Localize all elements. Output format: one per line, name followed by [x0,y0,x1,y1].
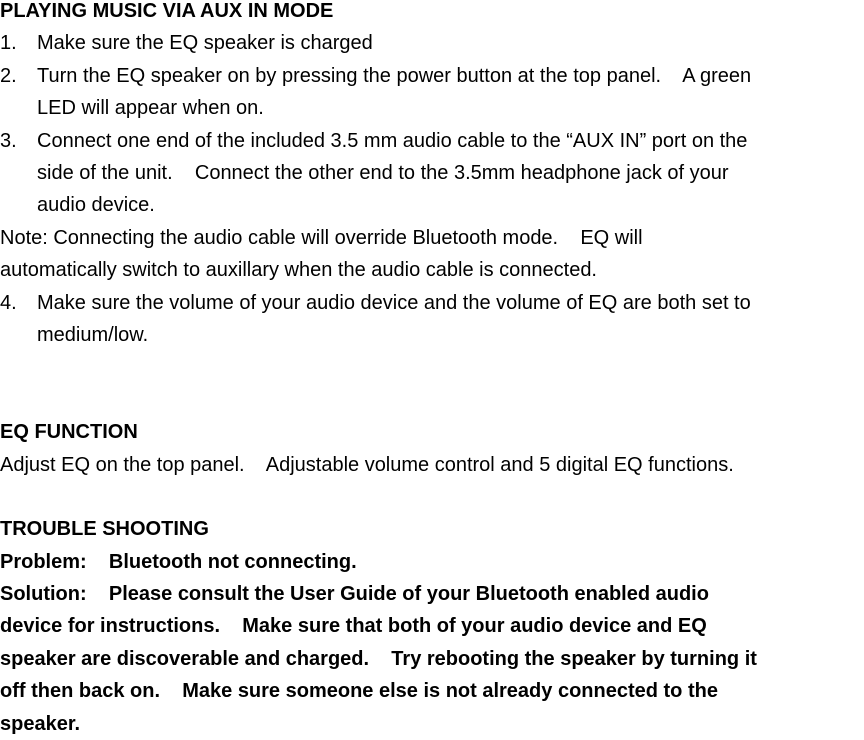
solution-line: Solution: Please consult the User Guide of your Bluetooth enabled audio [0,583,709,606]
step-text: Make sure the volume of your audio device and the volume of EQ are both set to [37,291,751,314]
step-1 [0,27,864,59]
step-number: 2. [0,64,17,87]
step-number: 1. [0,32,17,55]
solution-line: off then back on. Make sure someone else is not already connected to the [0,680,718,703]
aux-mode-heading: PLAYING MUSIC VIA AUX IN MODE [0,0,334,22]
step-number: 4. [0,291,17,314]
solution-line: device for instructions. Make sure that both of your audio device and EQ [0,615,707,638]
step-4 [0,287,864,352]
step-text: Turn the EQ speaker on by pressing the power button at the top panel. A green [37,64,752,87]
problem-line: Problem: Bluetooth not connecting. [0,550,357,573]
step-text: side of the unit. Connect the other end to the 3.5mm headphone jack of your [37,161,729,184]
troubleshooting-section [0,513,864,740]
step-3 [0,125,864,222]
step-text: Connect one end of the included 3.5 mm audio cable to the “AUX IN” port on the [37,129,748,152]
section-spacer [0,481,864,513]
note-text: automatically switch to auxillary when the audio cable is connected. [0,259,597,282]
note [0,222,864,287]
solution-line: speaker are discoverable and charged. Try rebooting the speaker by turning it [0,647,757,670]
step-text: medium/low. [37,323,149,346]
troubleshooting-heading: TROUBLE SHOOTING [0,518,209,541]
note-text: Note: Connecting the audio cable will override Bluetooth mode. EQ will [0,226,643,249]
solution-line: speaker. [0,712,81,735]
eq-function-heading: EQ FUNCTION [0,421,138,444]
step-2 [0,60,864,125]
eq-function-text: Adjust EQ on the top panel. Adjustable volume control and 5 digital EQ functions. [0,453,734,476]
step-text: Make sure the EQ speaker is charged [37,32,373,55]
step-number: 3. [0,129,17,152]
step-text: audio device. [37,194,155,217]
section-spacer [0,351,864,416]
step-text: LED will appear when on. [37,97,264,120]
